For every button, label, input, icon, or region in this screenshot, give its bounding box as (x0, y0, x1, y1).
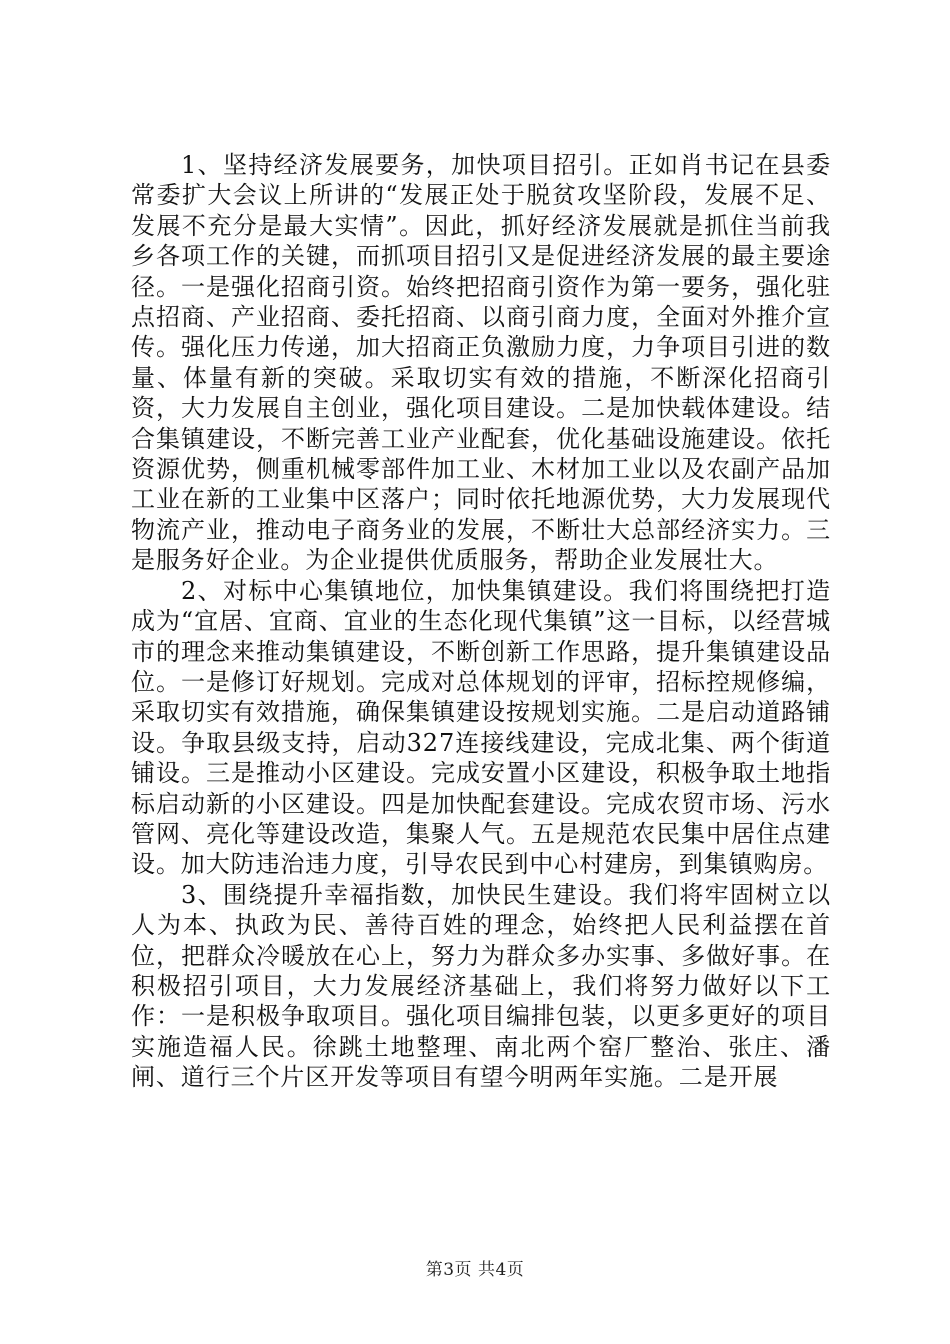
paragraph-2: 2、对标中心集镇地位，加快集镇建设。我们将围绕把打造成为“宜居、宜商、宜业的生态化现代集镇”这一目标，以经营城市的理念来推动集镇建设，不断创新工作思路，提升集镇建设品位。一是修订好规划。完成对总体规划的评审，招标控规修编，采取切实有效措施，确保集镇建设按规划实施。二是启动道路铺设。争取县级支持，启动327连接线建设，完成北集、两个街道铺设。三是推动小区建设。完成安置小区建设，积极争取土地指标启动新的小区建设。四是加快配套建设。完成农贸市场、污水管网、亮化等建设改造，集聚人气。五是规范农民集中居住点建设。加大防违治违力度，引导农民到中心村建房，到集镇购房。 (131, 576, 831, 879)
page-footer: 第3页 共4页 (425, 1260, 525, 1280)
paragraph-1: 1、坚持经济发展要务，加快项目招引。正如肖书记在县委常委扩大会议上所讲的“发展正处于脱贫攻坚阶段，发展不足、发展不充分是最大实情”。因此，抓好经济发展就是抓住当前我乡各项工作的关键，而抓项目招引又是促进经济发展的最主要途径。一是强化招商引资。始终把招商引资作为第一要务，强化驻点招商、产业招商、委托招商、以商引商力度，全面对外推介宣传。强化压力传递，加大招商正负激励力度，力争项目引进的数量、体量有新的突破。采取切实有效的措施，不断深化招商引资，大力发展自主创业，强化项目建设。二是加快载体建设。结合集镇建设，不断完善工业产业配套，优化基础设施建设。依托资源优势，侧重机械零部件加工业、木材加工业以及农副产品加工业在新的工业集中区落户；同时依托地源优势，大力发展现代物流产业，推动电子商务业的发展，不断壮大总部经济实力。三是服务好企业。为企业提供优质服务，帮助企业发展壮大。 (131, 151, 831, 575)
document-body (131, 150, 831, 1093)
paragraph-3: 3、围绕提升幸福指数，加快民生建设。我们将牢固树立以人为本、执政为民、善待百姓的理念，始终把人民利益摆在首位，把群众冷暖放在心上，努力为群众多办实事、多做好事。在积极招引项目，大力发展经济基础上，我们将努力做好以下工作：一是积极争取项目。强化项目编排包装，以更多更好的项目实施造福人民。徐跳土地整理、南北两个窑厂整治、张庄、潘闸、道行三个片区开发等项目有望今明两年实施。二是开展 (131, 880, 831, 1092)
